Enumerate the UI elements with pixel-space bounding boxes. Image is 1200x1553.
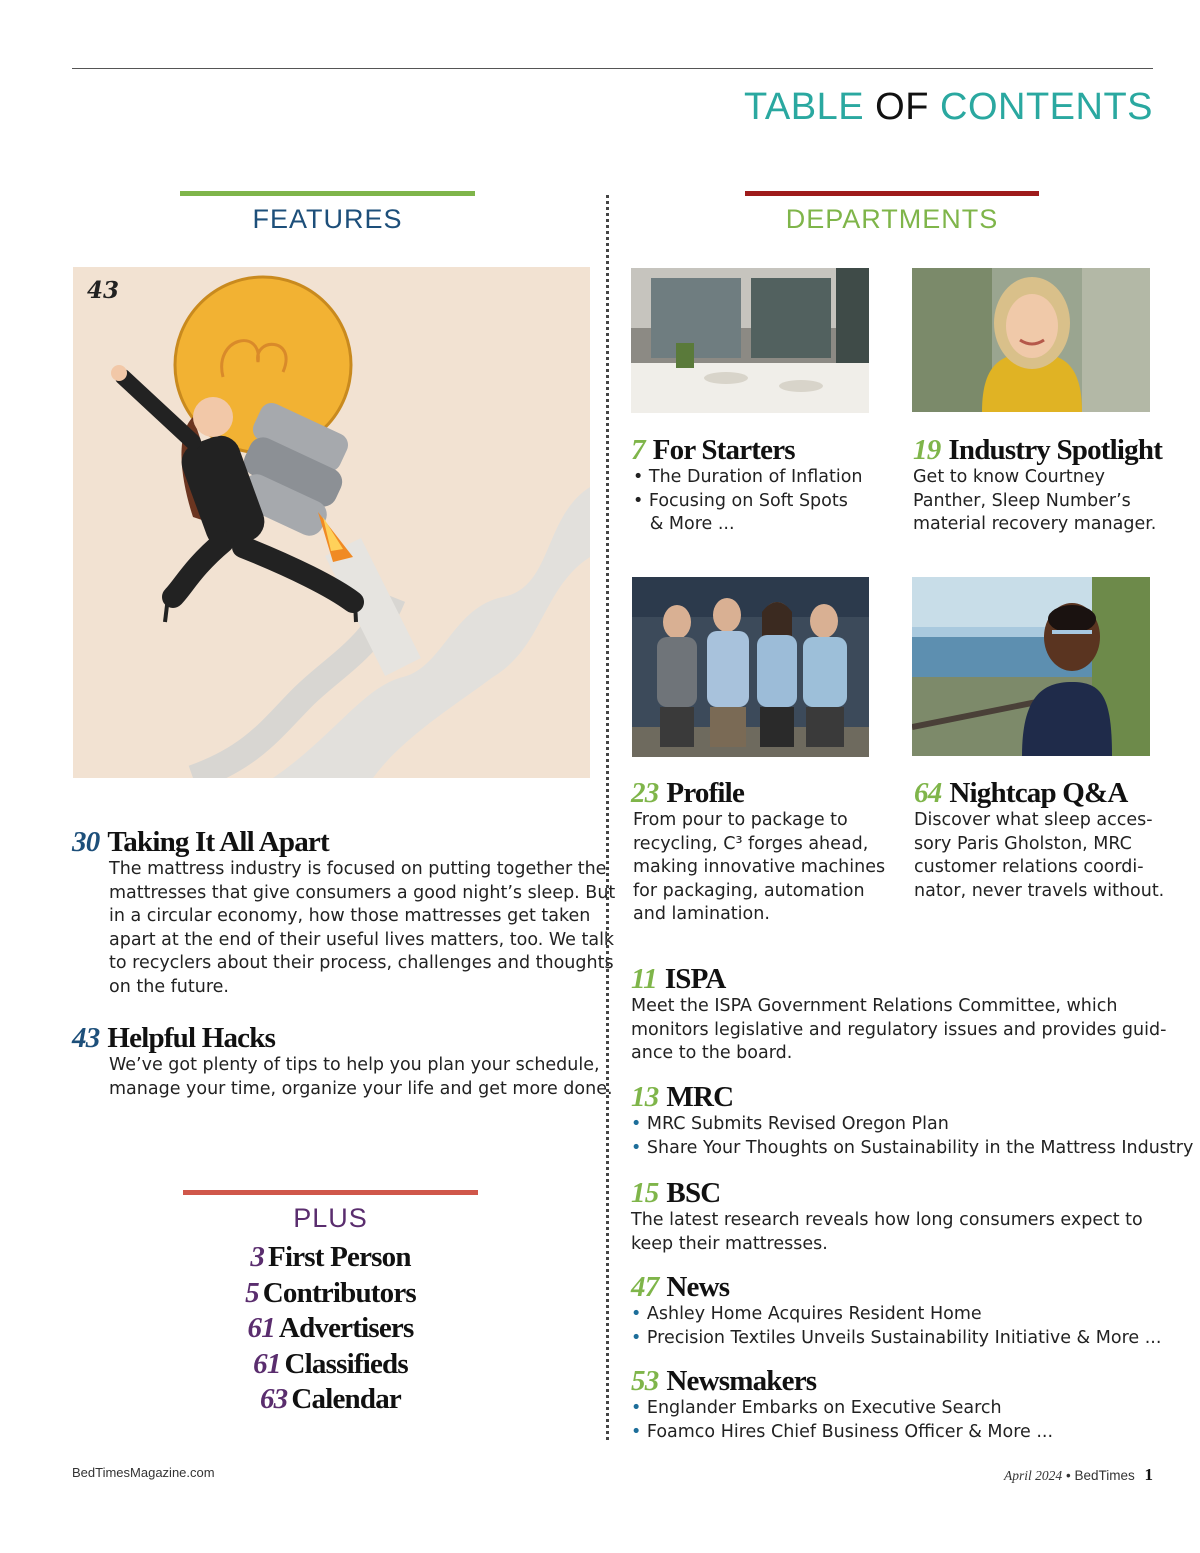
column-divider <box>606 195 609 1440</box>
nightcap-photo <box>912 577 1150 756</box>
footer-date: April 2024 <box>1004 1468 1063 1483</box>
footer-folio <box>1004 1465 1153 1485</box>
department-entry: 15 BSC The latest research reveals how long consumers expect to keep their mattresses. <box>631 1177 1171 1256</box>
footer-page-number: 1 <box>1144 1465 1153 1484</box>
department-entry: 64 Nightcap Q&A Discover what sleep acces- sory Paris Gholston, MRC customer relations coordi- nator, never travels without. <box>914 777 1164 903</box>
department-entry: 23 Profile From pour to package to recycling, C³ forges ahead, making innovative machines for packaging, automation and lamination. <box>631 777 901 927</box>
feature-page-number: 30 <box>72 826 100 858</box>
features-heading: FEATURES <box>252 204 403 234</box>
department-bullets: • MRC Submits Revised Oregon Plan • Share Your Thoughts on Sustainability in the Mattress Industry <box>631 1114 1194 1158</box>
footer-website[interactable]: BedTimesMagazine.com <box>72 1465 215 1480</box>
department-bullets: • Ashley Home Acquires Resident Home • Precision Textiles Unveils Sustainability Initiative & More ... <box>631 1304 1162 1348</box>
page-title <box>744 86 1153 129</box>
plus-item: 5 Contributors <box>245 1276 416 1309</box>
plus-list <box>183 1240 478 1418</box>
features-bar <box>180 191 475 196</box>
industry-spotlight-photo <box>912 268 1150 412</box>
feature-illustration <box>73 267 590 778</box>
department-description: From pour to package to recycling, C³ forges ahead, making innovative machines for packaging, automation and lamination. <box>633 810 886 924</box>
department-entry: 19 Industry Spotlight Get to know Courtney Panther, Sleep Number’s material recovery manager. <box>913 434 1163 537</box>
feature-title: Taking It All Apart <box>107 826 329 858</box>
department-entry: 11 ISPA Meet the ISPA Government Relations Committee, which monitors legislative and regulatory issues and provides guid- ance to the board. <box>631 963 1171 1066</box>
department-description: Meet the ISPA Government Relations Committee, which monitors legislative and regulatory issues and provides guid- ance to the board. <box>631 996 1167 1063</box>
feature-description: The mattress industry is focused on putting together the mattresses that give consumers a good night’s sleep. But in a circular economy, how those mattresses get taken apart at the end of their useful lives matters, too. We talk to recyclers about their process, challenges and thoughts on the future. <box>109 859 616 997</box>
feature-page-number: 43 <box>72 1022 100 1054</box>
plus-item: 3 First Person <box>250 1241 411 1273</box>
footer-separator: • <box>1065 1468 1071 1483</box>
feature-entry <box>72 826 616 999</box>
footer-magazine: BedTimes <box>1074 1468 1135 1483</box>
plus-item: 63 Calendar <box>259 1383 401 1415</box>
department-description: Discover what sleep acces- sory Paris Gholston, MRC customer relations coordi- nator, never travels without. <box>914 810 1165 901</box>
profile-photo <box>632 577 869 757</box>
plus-item: 61 Classifieds <box>253 1347 408 1380</box>
departments-bar <box>745 191 1039 196</box>
department-entry: 53 Newsmakers • Englander Embarks on Executive Search • Foamco Hires Chief Business Officer & More ... <box>631 1365 1171 1444</box>
plus-item: 61 Advertisers <box>247 1312 414 1344</box>
department-bullets: • Englander Embarks on Executive Search • Foamco Hires Chief Business Officer & More ... <box>631 1398 1054 1442</box>
department-entry: 13 MRC • MRC Submits Revised Oregon Plan • Share Your Thoughts on Sustainability in the Mattress Industry <box>631 1081 1171 1160</box>
department-description: • The Duration of Inflation • Focusing on Soft Spots & More ... <box>633 467 863 534</box>
department-description: The latest research reveals how long consumers expect to keep their mattresses. <box>631 1210 1143 1254</box>
department-description: Get to know Courtney Panther, Sleep Number’s material recovery manager. <box>913 467 1157 534</box>
title-word-table: TABLE <box>744 86 865 128</box>
title-word-of: OF <box>875 86 929 128</box>
departments-heading: DEPARTMENTS <box>785 204 999 234</box>
feature-image-page-number: 43 <box>87 277 120 304</box>
feature-entry <box>72 1022 613 1101</box>
feature-description: We’ve got plenty of tips to help you plan your schedule, manage your time, organize your life and get more done. <box>109 1055 613 1099</box>
department-entry: 47 News • Ashley Home Acquires Resident Home • Precision Textiles Unveils Sustainability Initiative & More ... <box>631 1271 1171 1350</box>
for-starters-photo <box>631 268 869 413</box>
department-entry: 7 For Starters • The Duration of Inflation • Focusing on Soft Spots & More ... <box>631 434 901 537</box>
plus-heading: PLUS <box>293 1203 368 1233</box>
top-rule <box>72 68 1153 69</box>
title-word-contents: CONTENTS <box>940 86 1153 128</box>
feature-title: Helpful Hacks <box>107 1022 276 1054</box>
plus-bar <box>183 1190 478 1195</box>
rocket-lightbulb-illustration <box>73 267 590 778</box>
